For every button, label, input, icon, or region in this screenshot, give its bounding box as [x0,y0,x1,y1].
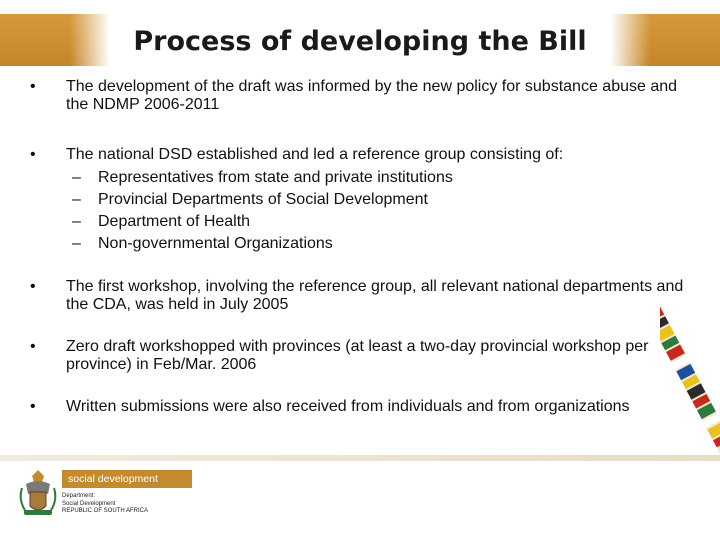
bullet-text: The first workshop, involving the reference group, all relevant national departments and the CDA, was held in July 2005 [66,278,684,313]
department-logo [14,468,184,528]
coat-of-arms-icon [18,468,58,524]
bullet-item-4 [30,338,700,374]
dept-line: REPUBLIC OF SOUTH AFRICA [62,508,149,514]
bullet-item-2 [30,146,700,255]
dash-icon: – [72,169,81,186]
bullet-icon: • [30,278,36,295]
bullet-text: The development of the draft was informed by the new policy for substance abuse and the NDMP 2006-2011 [66,78,678,113]
dash-icon: – [72,213,81,230]
bullet-item-3 [30,278,700,314]
footer-strip [0,455,720,461]
dash-icon: – [72,235,81,252]
dash-icon: – [72,191,81,208]
sub-item [66,211,700,233]
sub-item [66,233,700,255]
bullet-icon: • [30,146,36,163]
sub-item-text: Provincial Departments of Social Development [98,191,428,208]
bullet-item-1 [30,78,700,114]
sub-list [66,167,700,255]
sub-item-text: Non-governmental Organizations [98,235,333,252]
slide-title: Process of developing the Bill [133,26,587,57]
dept-line: Department: [62,493,96,499]
sub-item [66,189,700,211]
beadwork-decoration [660,300,720,460]
department-text [62,493,148,516]
bullet-text: Zero draft workshopped with provinces (at least a two-day provincial workshop per province) in Feb/Mar. 2006 [66,338,649,373]
bullet-list [30,78,700,416]
bullet-icon: • [30,338,36,355]
bullet-icon: • [30,398,36,415]
bullet-text: Written submissions were also received from individuals and from organizations [66,398,630,415]
brand-label: social development [62,470,192,488]
bullet-text: The national DSD established and led a reference group consisting of: [66,146,564,163]
sub-item-text: Representatives from state and private institutions [98,169,453,186]
dept-line: Social Development [62,500,116,507]
bullet-item-5 [30,398,700,416]
sub-item [66,167,700,189]
bullet-icon: • [30,78,36,95]
sub-item-text: Department of Health [98,213,251,230]
